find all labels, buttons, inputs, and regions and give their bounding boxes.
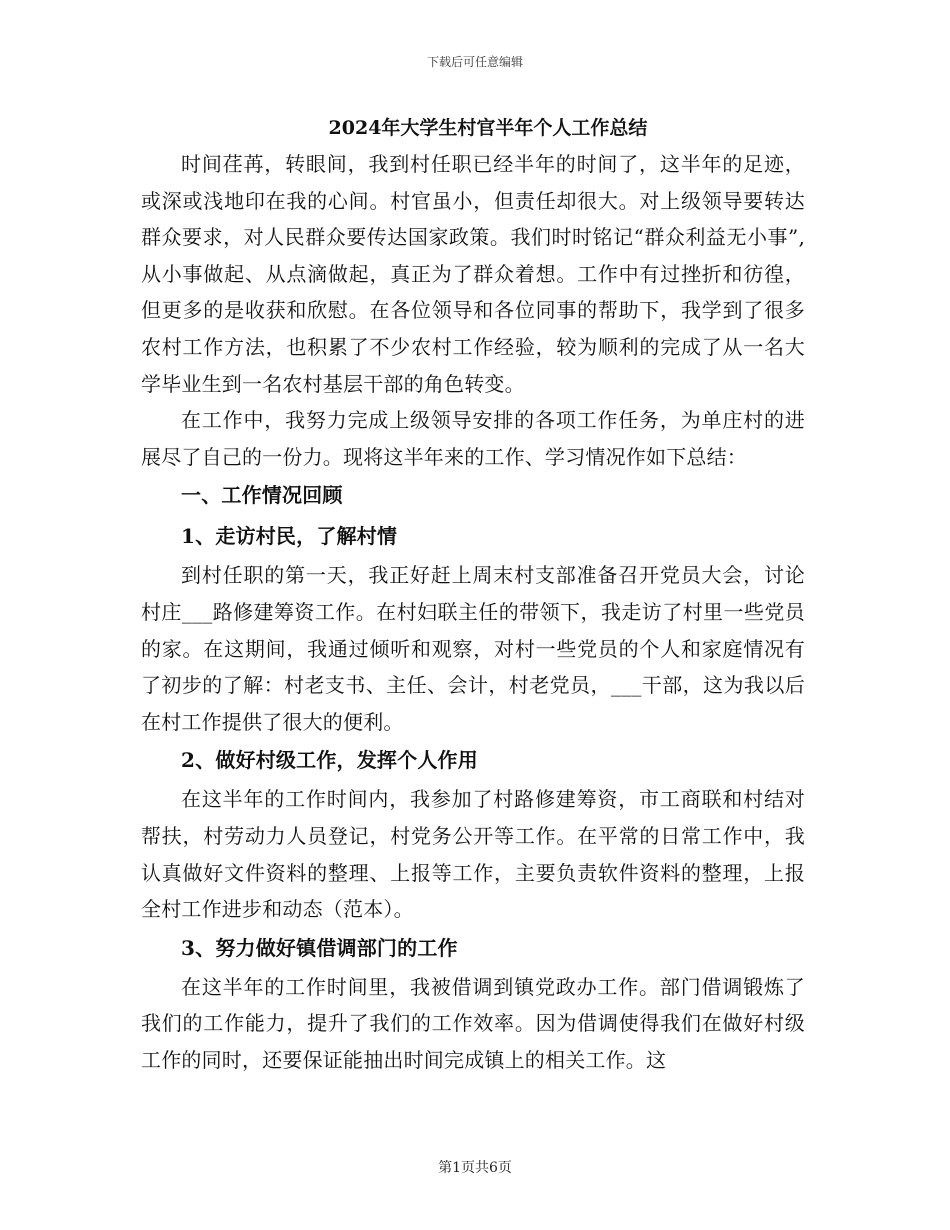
- paragraph-summary-intro: 在工作中，我努力完成上级领导安排的各项工作任务，为单庄村的进展尽了自己的一份力。现将这半年来的工作、学习情况作如下总结：: [141, 408, 805, 469]
- subheading-visit-villagers: 1、走访村民，了解村情: [181, 524, 398, 549]
- section-heading-work-review: 一、工作情况回顾: [181, 483, 343, 508]
- paragraph-village-work: 在这半年的工作时间内，我参加了村路修建筹资，市工商联和村结对帮扶，村劳动力人员登记，村党务公开等工作。在平常的日常工作中，我认真做好文件资料的整理、上报等工作，主要负责软件资料的整理，上报全村工作进步和动态（范本）。: [141, 787, 805, 922]
- page-footer: 第1页共6页: [438, 1160, 512, 1176]
- subheading-village-work: 2、做好村级工作，发挥个人作用: [181, 748, 478, 773]
- header-note: 下载后可任意编辑: [426, 55, 523, 69]
- document-title: 2024年大学生村官半年个人工作总结: [328, 117, 648, 139]
- paragraph-town-secondment: 在这半年的工作时间里，我被借调到镇党政办工作。部门借调锻炼了我们的工作能力，提升了我们的工作效率。因为借调使得我们在做好村级工作的同时，还要保证能抽出时间完成镇上的相关工作。这: [141, 974, 805, 1072]
- document-body: [141, 110, 805, 1078]
- paragraph-intro: 时间荏苒，转眼间，我到村任职已经半年的时间了，这半年的足迹，或深或浅地印在我的心间。村官虽小，但责任却很大。对上级领导要转达群众要求，对人民群众要传达国家政策。我们时时铭记“群众利益无小事”,从小事做起、从点滴做起，真正为了群众着想。工作中有过挫折和彷徨，但更多的是收获和欣慰。在各位领导和各位同事的帮助下，我学到了很多农村工作方法，也积累了不少农村工作经验，较为顺利的完成了从一名大学毕业生到一名农村基层干部的角色转变。: [141, 152, 805, 396]
- paragraph-visit-villagers: 到村任职的第一天，我正好赶上周末村支部准备召开党员大会，讨论村庄___路修建筹资工作。在村妇联主任的带领下，我走访了村里一些党员的家。在这期间，我通过倾听和观察，对村一些党员的个人和家庭情况有了初步的了解：村老支书、主任、会计，村老党员，___干部，这为我以后在村工作提供了很大的便利。: [141, 563, 805, 734]
- subheading-town-secondment: 3、努力做好镇借调部门的工作: [181, 935, 458, 960]
